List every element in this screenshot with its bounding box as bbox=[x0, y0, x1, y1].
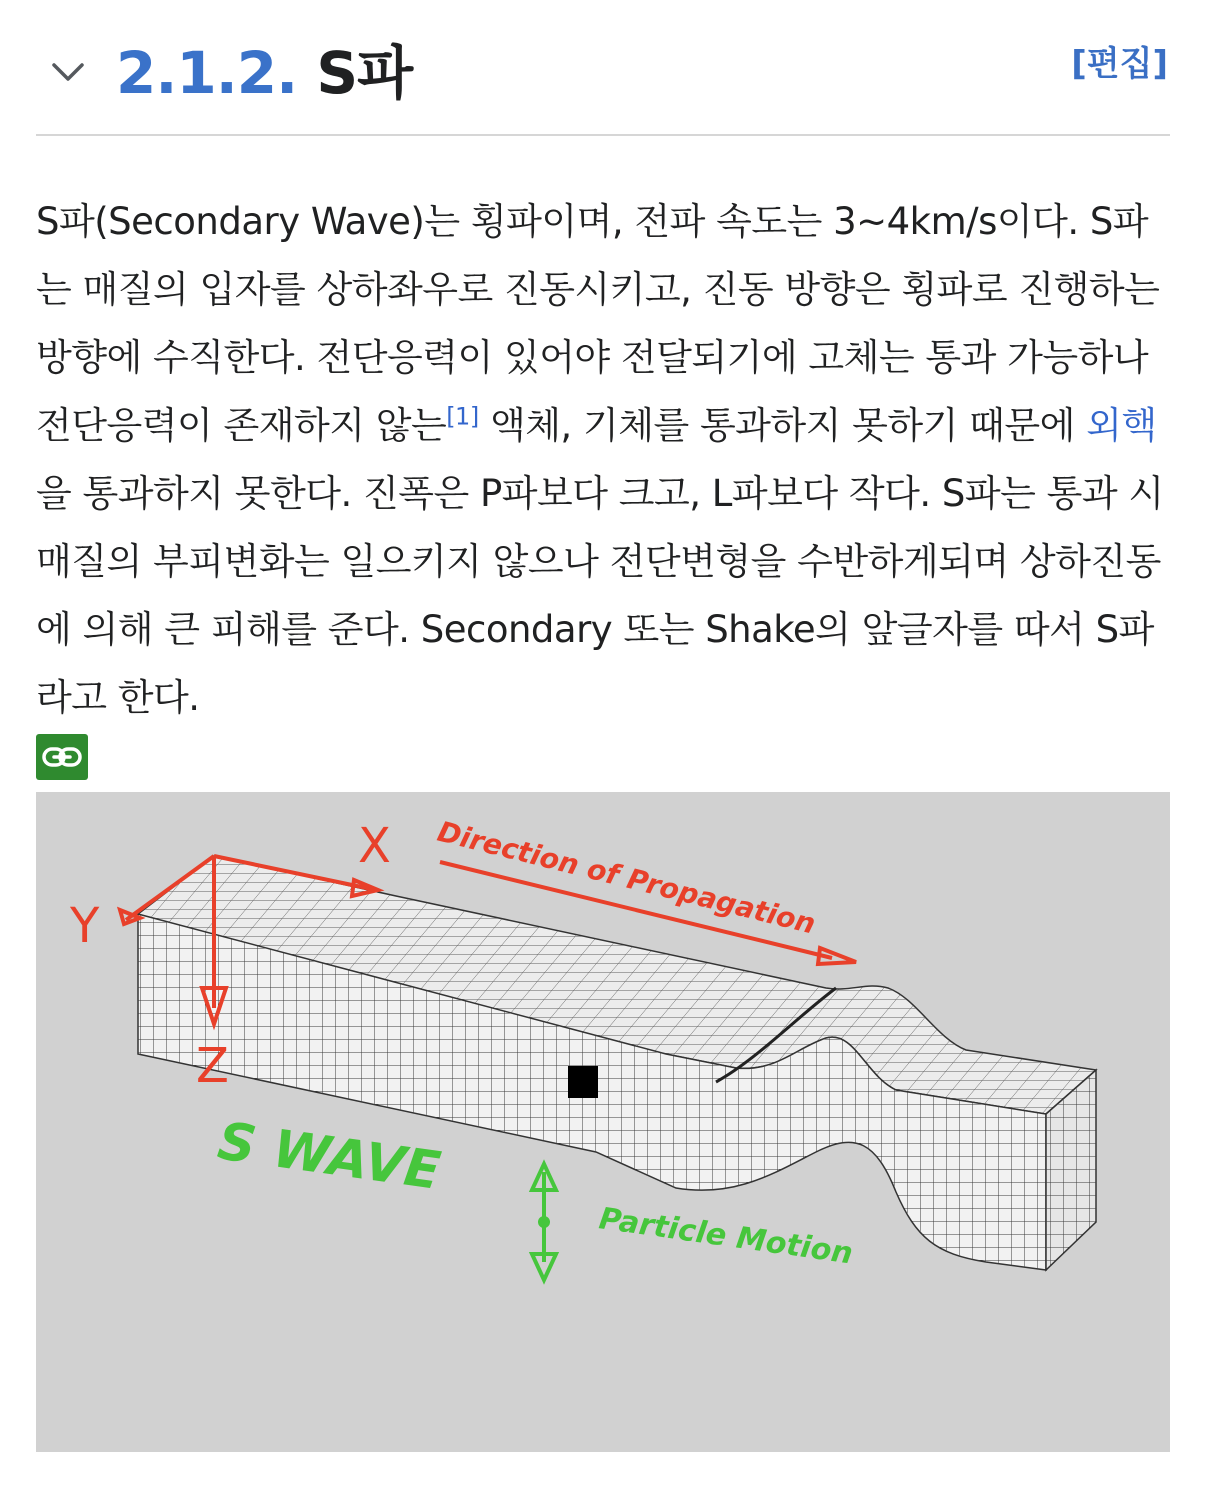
footnote-ref[interactable]: [1] bbox=[446, 402, 479, 431]
link-icon bbox=[36, 734, 88, 780]
section-number: 2.1.2. bbox=[116, 39, 298, 107]
section-title: S파 bbox=[316, 39, 413, 107]
paragraph-text-3: 을 통과하지 못한다. 진폭은 P파보다 크고, L파보다 작다. S파는 통과 시 매질의 부피변화는 일으키지 않으나 전단변형을 수반하게되며 상하진동에 의해 큰 피해를 준다. Secondary 또는 Shake의 앞글자를 따서 S파라고 한다. bbox=[36, 472, 1164, 719]
propagation-label: Direction of Propagation bbox=[434, 814, 819, 941]
axis-z-label: Z bbox=[196, 1038, 229, 1094]
outer-core-link[interactable]: 외핵 bbox=[1086, 404, 1157, 447]
permalink-button[interactable] bbox=[36, 734, 88, 780]
section-header bbox=[36, 30, 1170, 136]
marker-cell bbox=[568, 1066, 598, 1098]
s-wave-label: S WAVE bbox=[214, 1111, 444, 1202]
particle-motion-arrow bbox=[532, 1164, 556, 1280]
section-heading bbox=[116, 38, 412, 108]
particle-motion-label: Particle Motion bbox=[596, 1201, 855, 1272]
edit-link[interactable]: [편집] bbox=[1071, 44, 1168, 84]
article-paragraph bbox=[36, 188, 1170, 732]
paragraph-text-2: 액체, 기체를 통과하지 못하기 때문에 bbox=[478, 404, 1087, 447]
axis-x-label: X bbox=[358, 818, 391, 874]
s-wave-diagram bbox=[36, 792, 1170, 1452]
s-wave-figure bbox=[36, 792, 1170, 1452]
paragraph-text-1: S파(Secondary Wave)는 횡파이며, 전파 속도는 3~4km/s이다. S파는 매질의 입자를 상하좌우로 진동시키고, 진동 방향은 횡파로 진행하는 방향에 수직한다. 전단응력이 있어야 전달되기에 고체는 통과 가능하나 전단응력이 존재하지 않는 bbox=[36, 200, 1160, 447]
chevron-down-icon[interactable] bbox=[50, 54, 86, 90]
axis-y-label: Y bbox=[70, 898, 100, 954]
